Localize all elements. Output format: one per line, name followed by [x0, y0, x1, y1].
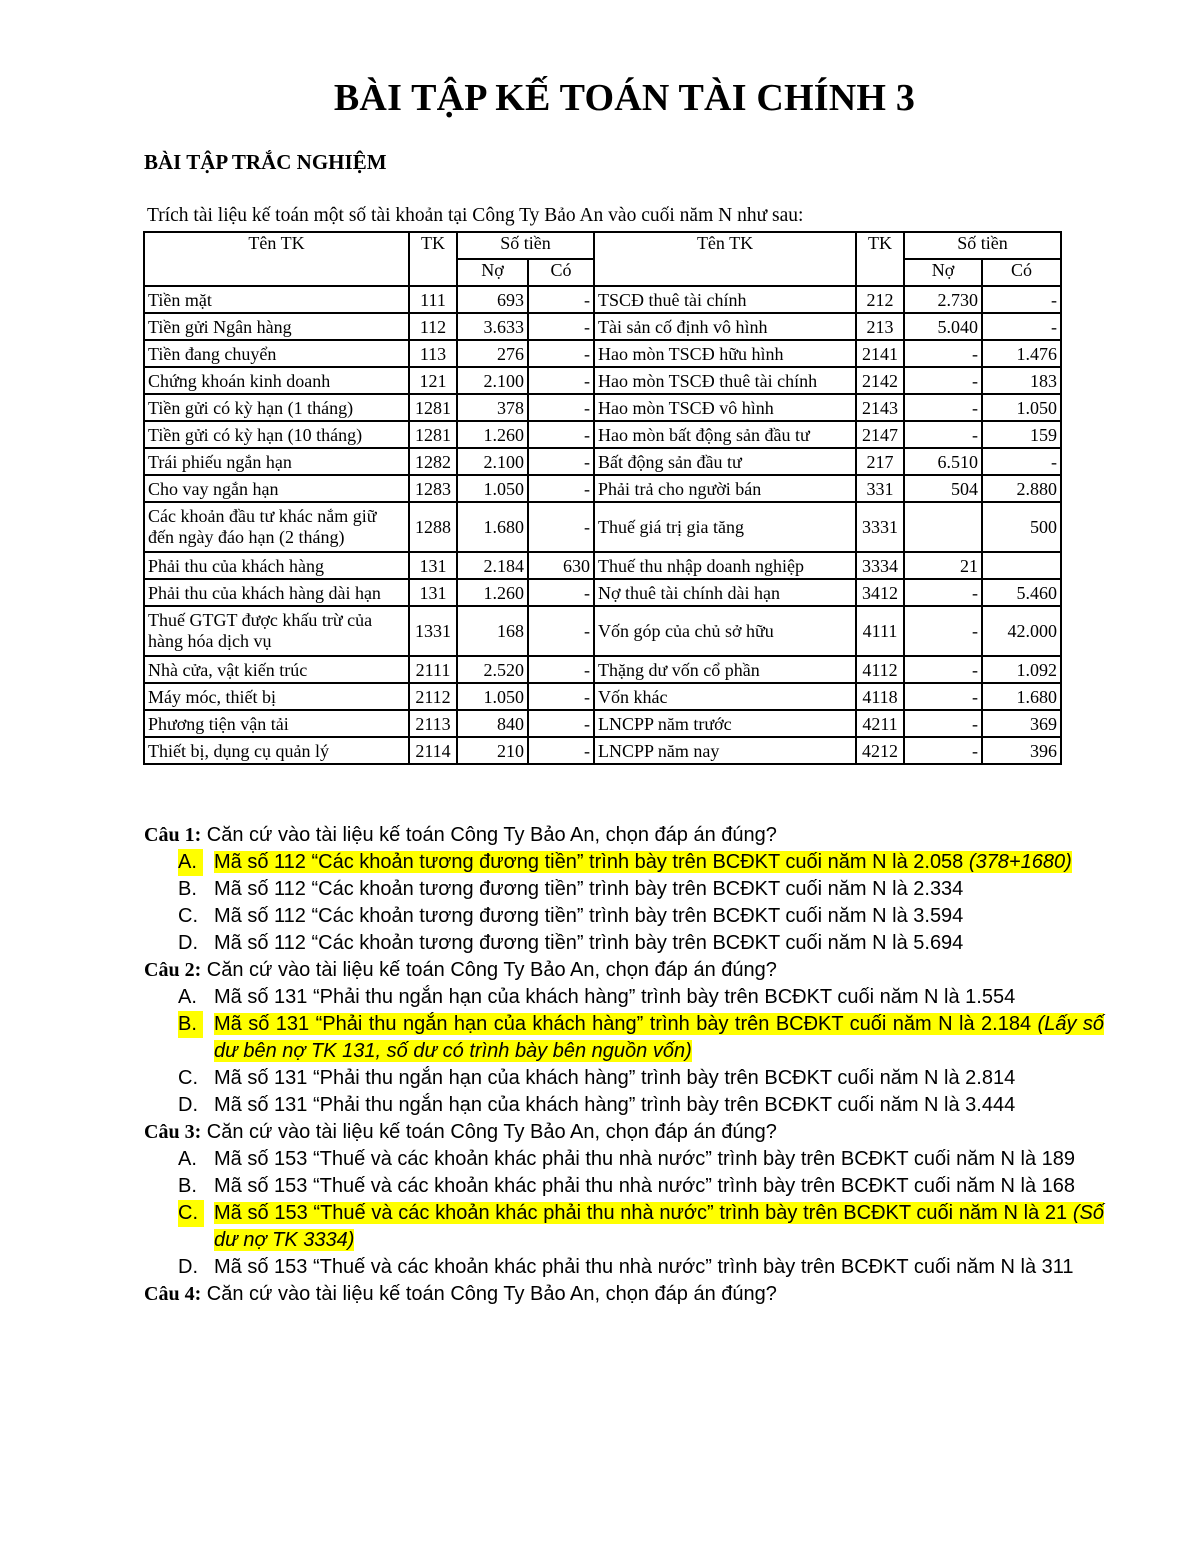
option-text-wrapper: [214, 1148, 1075, 1170]
cell-credit: 42.000: [982, 606, 1061, 656]
header-credit: Có: [528, 259, 594, 286]
cell-account-code: 1281: [409, 421, 457, 448]
cell-account-name: Hao mòn TSCĐ vô hình: [594, 394, 856, 421]
option-letter: D.: [178, 1256, 198, 1278]
option-letter: D.: [178, 932, 198, 954]
cell-account-code: 1288: [409, 502, 457, 552]
question-text: Căn cứ vào tài liệu kế toán Công Ty Bảo An, chọn đáp án đúng?: [201, 959, 777, 981]
option-explanation: (Lấy số dư bên nợ TK 131, số dư có trình bày bên nguồn vốn): [214, 1013, 1104, 1062]
cell-account-code: 3331: [856, 502, 904, 552]
option-explanation: (Số dư nợ TK 3334): [214, 1202, 1104, 1251]
answer-option: [144, 984, 1104, 1011]
question-text: Căn cứ vào tài liệu kế toán Công Ty Bảo An, chọn đáp án đúng?: [201, 1283, 777, 1305]
table-header-row: [144, 232, 1061, 259]
cell-account-name: Thặng dư vốn cổ phần: [594, 656, 856, 683]
cell-credit: 500: [982, 502, 1061, 552]
cell-account-code: 2142: [856, 367, 904, 394]
cell-account-name: Thuế GTGT được khấu trừ của hàng hóa dịch vụ: [144, 606, 409, 656]
cell-credit: -: [982, 286, 1061, 313]
cell-debit: 2.730: [904, 286, 982, 313]
header-account-name: Tên TK: [144, 232, 409, 286]
cell-debit: 1.260: [457, 421, 528, 448]
cell-credit: -: [528, 394, 594, 421]
cell-account-name: Các khoản đầu tư khác nắm giữ đến ngày đáo hạn (2 tháng): [144, 502, 409, 552]
cell-credit: -: [528, 286, 594, 313]
cell-debit: 1.260: [457, 579, 528, 606]
cell-debit: 6.510: [904, 448, 982, 475]
question-label: Câu 4:: [144, 1283, 202, 1305]
cell-account-code: 2111: [409, 656, 457, 683]
answer-option: [144, 1173, 1104, 1200]
cell-account-name: Thuế thu nhập doanh nghiệp: [594, 552, 856, 579]
cell-credit: 159: [982, 421, 1061, 448]
cell-account-code: 212: [856, 286, 904, 313]
option-text: Mã số 153 “Thuế và các khoản khác phải thu nhà nước” trình bày trên BCĐKT cuối năm N là 21: [214, 1202, 1073, 1224]
cell-account-code: 4111: [856, 606, 904, 656]
table-row: [144, 313, 1061, 340]
cell-account-name: TSCĐ thuê tài chính: [594, 286, 856, 313]
cell-account-name: Vốn khác: [594, 683, 856, 710]
cell-account-code: 2141: [856, 340, 904, 367]
table-row: [144, 286, 1061, 313]
header-account-code: TK: [409, 232, 457, 286]
option-text: Mã số 153 “Thuế và các khoản khác phải thu nhà nước” trình bày trên BCĐKT cuối năm N là 311: [214, 1256, 1074, 1278]
cell-account-name: LNCPP năm trước: [594, 710, 856, 737]
option-letter: C.: [178, 905, 198, 927]
option-text-wrapper: [214, 1256, 1074, 1278]
cell-account-code: 217: [856, 448, 904, 475]
option-letter: C.: [178, 1067, 198, 1089]
table-row: [144, 475, 1061, 502]
option-text: Mã số 112 “Các khoản tương đương tiền” trình bày trên BCĐKT cuối năm N là 2.334: [214, 878, 964, 900]
option-text-wrapper: [214, 1175, 1075, 1197]
answer-option: [144, 930, 1104, 957]
question-text: Căn cứ vào tài liệu kế toán Công Ty Bảo An, chọn đáp án đúng?: [201, 1121, 777, 1143]
question: [144, 957, 1104, 984]
cell-debit: 21: [904, 552, 982, 579]
table-row: [144, 340, 1061, 367]
cell-debit: 378: [457, 394, 528, 421]
cell-account-name: Cho vay ngắn hạn: [144, 475, 409, 502]
option-letter: A.: [178, 849, 203, 876]
cell-account-code: 121: [409, 367, 457, 394]
cell-debit: -: [904, 340, 982, 367]
option-text: Mã số 131 “Phải thu ngắn hạn của khách hàng” trình bày trên BCĐKT cuối năm N là 1.554: [214, 986, 1016, 1008]
cell-credit: 1.476: [982, 340, 1061, 367]
cell-debit: -: [904, 710, 982, 737]
option-text-wrapper: [214, 1094, 1015, 1116]
cell-debit: 1.680: [457, 502, 528, 552]
option-letter: B.: [178, 878, 197, 900]
cell-debit: 2.184: [457, 552, 528, 579]
cell-debit: 840: [457, 710, 528, 737]
table-row: [144, 502, 1061, 552]
option-text-wrapper: [214, 932, 963, 954]
option-text-wrapper: [214, 851, 1072, 873]
question-label: Câu 2:: [144, 959, 202, 981]
option-explanation: (378+1680): [968, 851, 1072, 873]
cell-account-name: Vốn góp của chủ sở hữu: [594, 606, 856, 656]
cell-debit: 1.050: [457, 683, 528, 710]
option-text-wrapper: [214, 878, 963, 900]
table-row: [144, 421, 1061, 448]
cell-debit: 276: [457, 340, 528, 367]
cell-credit: 183: [982, 367, 1061, 394]
cell-credit: [982, 552, 1061, 579]
header-debit: Nợ: [904, 259, 982, 286]
cell-account-code: 113: [409, 340, 457, 367]
cell-credit: 396: [982, 737, 1061, 764]
cell-account-code: 1331: [409, 606, 457, 656]
cell-account-name: Tiền gửi Ngân hàng: [144, 313, 409, 340]
cell-debit: 210: [457, 737, 528, 764]
cell-credit: 2.880: [982, 475, 1061, 502]
document-title: BÀI TẬP KẾ TOÁN TÀI CHÍNH 3: [333, 77, 916, 119]
option-text: Mã số 153 “Thuế và các khoản khác phải thu nhà nước” trình bày trên BCĐKT cuối năm N là 189: [214, 1148, 1076, 1170]
cell-account-name: Bất động sản đầu tư: [594, 448, 856, 475]
cell-account-code: 331: [856, 475, 904, 502]
table-row: [144, 683, 1061, 710]
answer-option-correct: [144, 1200, 1104, 1254]
option-text-wrapper: [214, 905, 963, 927]
cell-account-name: Phải thu của khách hàng: [144, 552, 409, 579]
table-row: [144, 710, 1061, 737]
cell-account-code: 1282: [409, 448, 457, 475]
cell-account-name: Trái phiếu ngắn hạn: [144, 448, 409, 475]
cell-account-name: Phải trả cho người bán: [594, 475, 856, 502]
answer-option: [144, 1092, 1104, 1119]
cell-debit: [904, 502, 982, 552]
question-text: Căn cứ vào tài liệu kế toán Công Ty Bảo An, chọn đáp án đúng?: [201, 824, 777, 846]
table-row: [144, 448, 1061, 475]
table-row: [144, 656, 1061, 683]
question: [144, 822, 1104, 849]
option-text: Mã số 153 “Thuế và các khoản khác phải thu nhà nước” trình bày trên BCĐKT cuối năm N là 168: [214, 1175, 1076, 1197]
option-text-wrapper: [214, 1013, 1104, 1062]
cell-debit: 504: [904, 475, 982, 502]
cell-debit: -: [904, 656, 982, 683]
intro-text: Trích tài liệu kế toán một số tài khoản tại Công Ty Bảo An vào cuối năm N như sau:: [147, 205, 804, 226]
table-row: [144, 606, 1061, 656]
cell-credit: 369: [982, 710, 1061, 737]
cell-account-code: 2113: [409, 710, 457, 737]
cell-debit: 2.100: [457, 448, 528, 475]
cell-account-name: Thiết bị, dụng cụ quản lý: [144, 737, 409, 764]
cell-account-name: Tiền gửi có kỳ hạn (10 tháng): [144, 421, 409, 448]
table-row: [144, 394, 1061, 421]
cell-account-name: Hao mòn TSCĐ hữu hình: [594, 340, 856, 367]
cell-account-code: 1281: [409, 394, 457, 421]
cell-credit: -: [982, 313, 1061, 340]
cell-credit: -: [528, 710, 594, 737]
cell-debit: -: [904, 367, 982, 394]
cell-account-code: 2143: [856, 394, 904, 421]
cell-credit: -: [528, 313, 594, 340]
section-heading: BÀI TẬP TRẮC NGHIỆM: [144, 150, 387, 174]
cell-account-name: LNCPP năm nay: [594, 737, 856, 764]
cell-debit: 2.520: [457, 656, 528, 683]
cell-account-code: 2112: [409, 683, 457, 710]
cell-account-code: 213: [856, 313, 904, 340]
cell-account-name: Thuế giá trị gia tăng: [594, 502, 856, 552]
answer-option: [144, 1254, 1104, 1281]
header-credit: Có: [982, 259, 1061, 286]
cell-debit: 1.050: [457, 475, 528, 502]
cell-account-code: 2147: [856, 421, 904, 448]
cell-credit: -: [528, 579, 594, 606]
cell-debit: -: [904, 579, 982, 606]
answer-option: [144, 1146, 1104, 1173]
option-text: Mã số 131 “Phải thu ngắn hạn của khách hàng” trình bày trên BCĐKT cuối năm N là 2.814: [214, 1067, 1016, 1089]
option-text: Mã số 112 “Các khoản tương đương tiền” trình bày trên BCĐKT cuối năm N là 5.694: [214, 932, 964, 954]
cell-credit: 5.460: [982, 579, 1061, 606]
option-letter: B.: [178, 1011, 203, 1038]
cell-credit: 1.050: [982, 394, 1061, 421]
option-letter: C.: [178, 1200, 204, 1227]
option-text-wrapper: [214, 1202, 1104, 1251]
option-letter: D.: [178, 1094, 198, 1116]
cell-account-code: 4211: [856, 710, 904, 737]
cell-debit: -: [904, 394, 982, 421]
cell-account-code: 4112: [856, 656, 904, 683]
answer-option: [144, 903, 1104, 930]
table-row: [144, 367, 1061, 394]
cell-account-code: 4118: [856, 683, 904, 710]
cell-credit: -: [528, 502, 594, 552]
cell-debit: -: [904, 606, 982, 656]
answer-option: [144, 1065, 1104, 1092]
header-account-code: TK: [856, 232, 904, 286]
cell-debit: -: [904, 421, 982, 448]
cell-account-code: 2114: [409, 737, 457, 764]
cell-debit: -: [904, 683, 982, 710]
cell-account-name: Tiền mặt: [144, 286, 409, 313]
cell-credit: -: [528, 683, 594, 710]
answer-option-correct: [144, 849, 1104, 876]
cell-credit: 1.680: [982, 683, 1061, 710]
cell-account-code: 1283: [409, 475, 457, 502]
cell-account-code: 112: [409, 313, 457, 340]
cell-credit: -: [528, 448, 594, 475]
question: [144, 1119, 1104, 1146]
cell-credit: -: [528, 737, 594, 764]
option-text-wrapper: [214, 1067, 1015, 1089]
cell-debit: 3.633: [457, 313, 528, 340]
cell-account-name: Tài sản cố định vô hình: [594, 313, 856, 340]
question-label: Câu 3:: [144, 1121, 202, 1143]
cell-account-name: Phương tiện vận tải: [144, 710, 409, 737]
cell-account-name: Máy móc, thiết bị: [144, 683, 409, 710]
cell-account-code: 4212: [856, 737, 904, 764]
cell-debit: 2.100: [457, 367, 528, 394]
option-text: Mã số 112 “Các khoản tương đương tiền” trình bày trên BCĐKT cuối năm N là 3.594: [214, 905, 964, 927]
cell-debit: 5.040: [904, 313, 982, 340]
cell-credit: 1.092: [982, 656, 1061, 683]
question-label: Câu 1:: [144, 824, 202, 846]
table-row: [144, 737, 1061, 764]
option-text-wrapper: [214, 986, 1015, 1008]
header-account-name: Tên TK: [594, 232, 856, 286]
cell-credit: -: [528, 656, 594, 683]
account-balance-table: [143, 231, 1062, 765]
cell-account-name: Chứng khoán kinh doanh: [144, 367, 409, 394]
cell-account-code: 3412: [856, 579, 904, 606]
header-amount: Số tiền: [904, 232, 1061, 259]
option-text: Mã số 112 “Các khoản tương đương tiền” trình bày trên BCĐKT cuối năm N là 2.058: [214, 851, 969, 873]
cell-account-name: Tiền gửi có kỳ hạn (1 tháng): [144, 394, 409, 421]
option-text: Mã số 131 “Phải thu ngắn hạn của khách hàng” trình bày trên BCĐKT cuối năm N là 2.184: [214, 1013, 1038, 1035]
option-letter: A.: [178, 986, 197, 1008]
questions-section: [144, 822, 1104, 1308]
cell-account-name: Hao mòn TSCĐ thuê tài chính: [594, 367, 856, 394]
cell-account-name: Nợ thuê tài chính dài hạn: [594, 579, 856, 606]
cell-account-code: 111: [409, 286, 457, 313]
cell-credit: -: [528, 475, 594, 502]
cell-account-code: 131: [409, 552, 457, 579]
header-amount: Số tiền: [457, 232, 594, 259]
question: [144, 1281, 1104, 1308]
header-debit: Nợ: [457, 259, 528, 286]
table-row: [144, 552, 1061, 579]
cell-credit: -: [528, 367, 594, 394]
cell-account-name: Phải thu của khách hàng dài hạn: [144, 579, 409, 606]
cell-credit: -: [528, 421, 594, 448]
cell-credit: -: [528, 340, 594, 367]
option-letter: A.: [178, 1148, 197, 1170]
cell-credit: -: [528, 606, 594, 656]
cell-debit: 693: [457, 286, 528, 313]
cell-credit: 630: [528, 552, 594, 579]
cell-account-name: Nhà cửa, vật kiến trúc: [144, 656, 409, 683]
cell-account-code: 131: [409, 579, 457, 606]
cell-account-code: 3334: [856, 552, 904, 579]
cell-credit: -: [982, 448, 1061, 475]
cell-debit: 168: [457, 606, 528, 656]
option-letter: B.: [178, 1175, 197, 1197]
answer-option: [144, 876, 1104, 903]
answer-option-correct: [144, 1011, 1104, 1065]
cell-account-name: Tiền đang chuyển: [144, 340, 409, 367]
cell-account-name: Hao mòn bất động sản đầu tư: [594, 421, 856, 448]
option-text: Mã số 131 “Phải thu ngắn hạn của khách hàng” trình bày trên BCĐKT cuối năm N là 3.444: [214, 1094, 1016, 1116]
table-row: [144, 579, 1061, 606]
cell-debit: -: [904, 737, 982, 764]
